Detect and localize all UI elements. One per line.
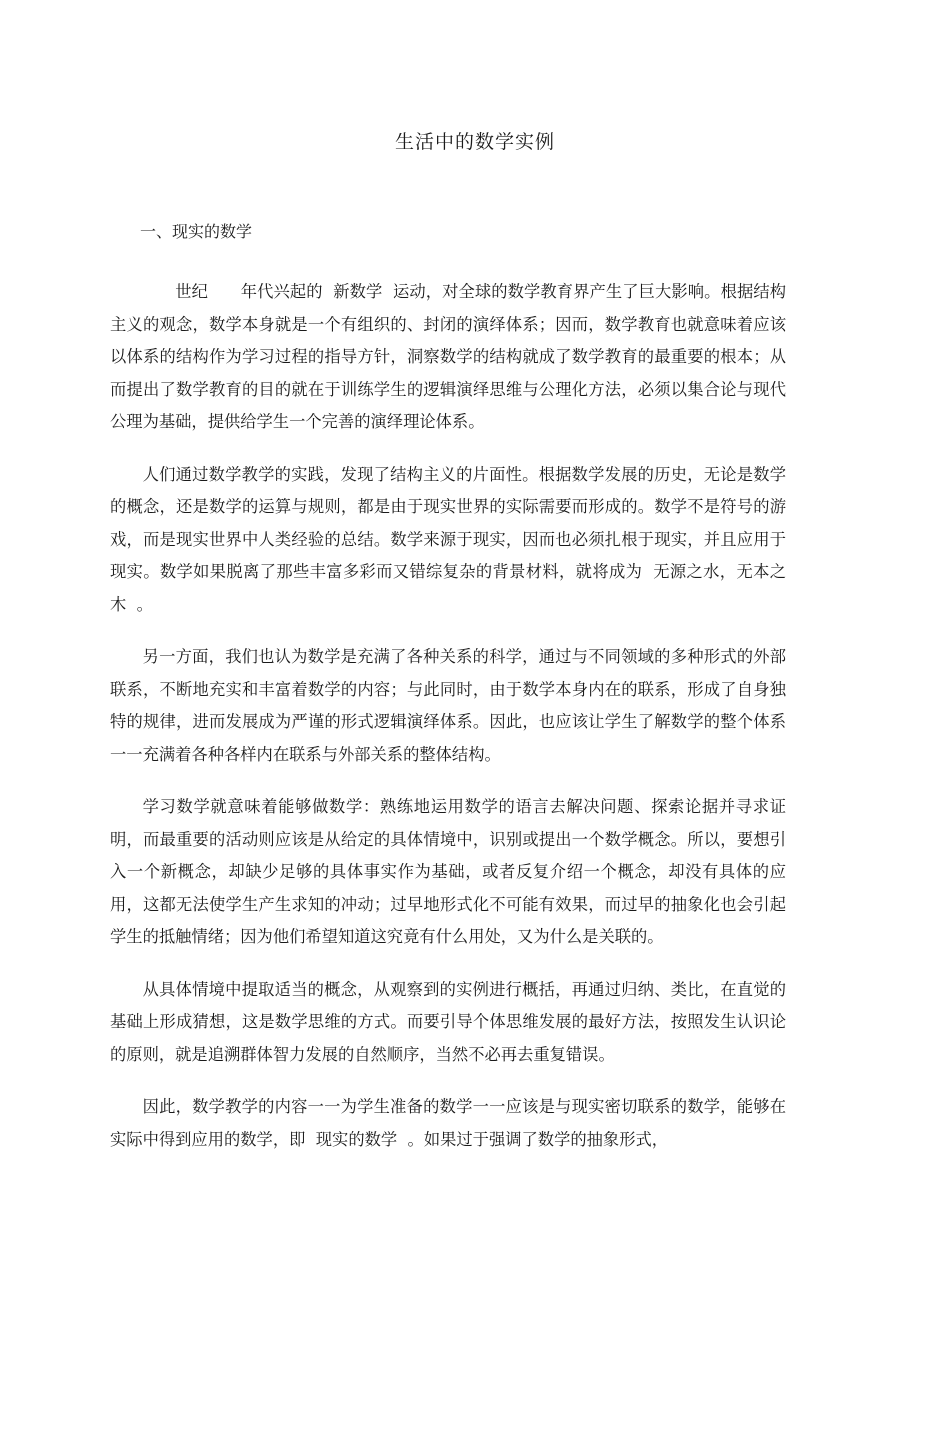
paragraph-2-part-a: 人们通过数学教学的实践，发现了结构主义的片面性。根据数学发展的历史，无论是数学的概念，还是数学的运算与规则，都是由于现实世界的实际需要而形成的。数学不是符号的游戏，而是现实世界中人类经验的总结。数学来源于现实，因而也必须扎根于现实，并且应用于现实。数学如果脱离了那些丰富多彩而又错综复杂的背景材料，就将成为	[110, 464, 786, 581]
paragraph-1-part-c: 新数学	[333, 282, 383, 301]
paragraph-6-part-a: 因此，数学教学的内容一一为学生准备的数学一一应该是与现实密切联系的数学，能够在实际中得到应用的数学，即	[110, 1097, 786, 1149]
paragraph-3: 另一方面，我们也认为数学是充满了各种关系的科学，通过与不同领域的多种形式的外部联系，不断地充实和丰富着数学的内容；与此同时，由于数学本身内在的联系，形成了自身独特的规律，进而发展成为严谨的形式逻辑演绎体系。因此，也应该让学生了解数学的整个体系一一充满着各种各样内在联系与外部关系的整体结构。	[110, 647, 786, 764]
paragraph-1	[110, 276, 786, 439]
paragraph-1-part-a: 世纪	[175, 282, 209, 301]
paragraph-2-part-c: 。	[136, 594, 153, 614]
paragraph-5: 从具体情境中提取适当的概念，从观察到的实例进行概括，再通过归纳、类比，在直觉的基础上形成猜想，这是数学思维的方式。而要引导个体思维发展的最好方法，按照发生认识论的原则，就是追溯群体智力发展的自然顺序，当然不必再去重复错误。	[110, 979, 786, 1064]
document-body	[110, 276, 786, 1176]
paragraph-6	[110, 1091, 786, 1156]
paragraph-2	[110, 459, 786, 622]
paragraph-1-part-d: 运动，对全球的数学教育界产生了巨大影响。根据结构主义的观念，数学本身就是一个有组织的、封闭的演绎体系；因而，数学教育也就意味着应该以体系的结构作为学习过程的指导方针，洞察数学的结构就成了数学教育的最重要的根本；从而提出了数学教育的目的就在于训练学生的逻辑演绎思维与公理化方法，必须以集合论与现代公理为基础，提供给学生一个完善的演绎理论体系。	[110, 282, 786, 431]
paragraph-6-part-c: 。如果过于强调了数学的抽象形式，	[407, 1129, 669, 1149]
section-heading: 一、现实的数学	[140, 222, 253, 241]
document-title: 生活中的数学实例	[394, 131, 555, 153]
paragraph-6-part-b: 现实的数学	[315, 1129, 398, 1149]
paragraph-1-part-b: 年代兴起的	[240, 282, 323, 301]
paragraph-2-part-b: 无源之水，无本之木	[110, 562, 786, 614]
paragraph-4: 学习数学就意味着能够做数学：熟练地运用数学的语言去解决问题、探索论据并寻求证明，而最重要的活动则应该是从给定的具体情境中，识别或提出一个数学概念。所以，要想引入一个新概念，却缺少足够的具体事实作为基础，或者反复介绍一个概念，却没有具体的应用，这都无法使学生产生求知的冲动；过早地形式化不可能有效果，而过早的抽象化也会引起学生的抵触情绪；因为他们希望知道这究竟有什么用处，又为什么是关联的。	[110, 797, 786, 946]
